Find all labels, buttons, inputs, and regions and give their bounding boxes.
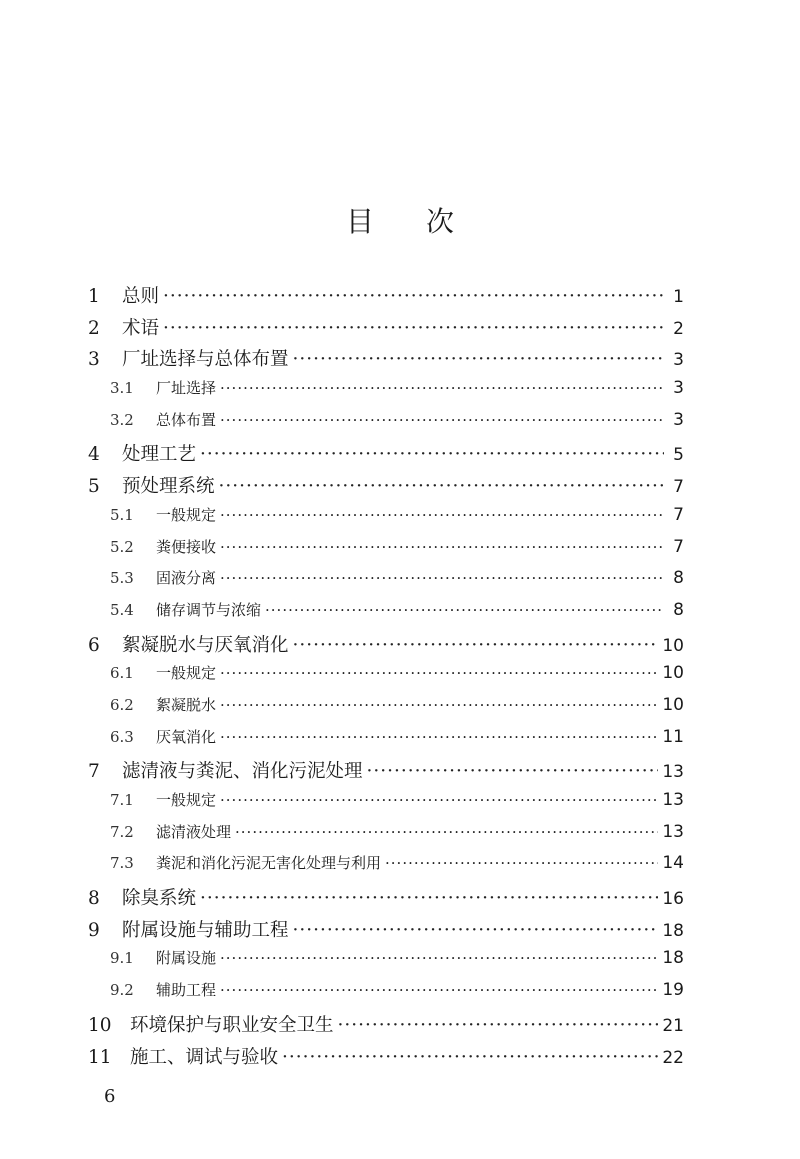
toc-dot-leader bbox=[235, 823, 658, 841]
toc-dot-leader bbox=[220, 411, 664, 429]
toc-dot-leader bbox=[293, 635, 659, 656]
toc-chapter-entry[interactable] bbox=[88, 884, 684, 916]
toc-section-entry[interactable] bbox=[88, 694, 684, 726]
toc-entry-page: 7 bbox=[673, 504, 684, 525]
toc-section-entry[interactable] bbox=[88, 504, 684, 536]
toc-entry-label: 厌氧消化 bbox=[156, 727, 217, 746]
toc-entry-page: 14 bbox=[662, 853, 684, 874]
toc-entry-number: 10 bbox=[88, 1014, 112, 1036]
toc-entry-label: 固液分离 bbox=[156, 569, 217, 588]
toc-section-entry[interactable] bbox=[88, 536, 684, 568]
toc-entry-label: 一般规定 bbox=[156, 505, 217, 524]
toc-entry-number: 7 bbox=[88, 761, 100, 783]
toc-entry-number: 4 bbox=[88, 444, 100, 466]
toc-dot-leader bbox=[219, 476, 664, 497]
toc-title bbox=[0, 200, 800, 240]
toc-entry-label: 粪便接收 bbox=[156, 537, 217, 556]
toc-dot-leader bbox=[163, 286, 664, 307]
toc-entry-page: 18 bbox=[662, 948, 684, 969]
toc-entry-page: 11 bbox=[662, 726, 684, 747]
toc-entry-number: 5 bbox=[88, 476, 100, 498]
toc-dot-leader bbox=[282, 1047, 658, 1068]
toc-chapter-entry[interactable] bbox=[88, 440, 684, 472]
toc-entry-label: 总体布置 bbox=[156, 410, 217, 429]
toc-entry-page: 5 bbox=[673, 445, 684, 466]
toc-entry-label: 储存调节与浓缩 bbox=[156, 600, 262, 619]
toc-entry-label: 环境保护与职业安全卫生 bbox=[130, 1014, 334, 1036]
toc-entry-label: 辅助工程 bbox=[156, 981, 217, 1000]
toc-entry-number: 7.2 bbox=[110, 822, 134, 841]
toc-entry-number: 6.2 bbox=[110, 695, 134, 714]
toc-entry-label: 术语 bbox=[122, 317, 160, 339]
toc-dot-leader bbox=[338, 1015, 659, 1036]
toc-section-entry[interactable] bbox=[88, 789, 684, 821]
toc-dot-leader bbox=[220, 664, 658, 682]
toc-entry-number: 5.4 bbox=[110, 600, 134, 619]
toc-entry-page: 3 bbox=[673, 409, 684, 430]
toc-entry-label: 滤清液与粪泥、消化污泥处理 bbox=[122, 761, 363, 783]
toc-chapter-entry[interactable] bbox=[88, 314, 684, 346]
toc-entry-label: 粪泥和消化污泥无害化处理与利用 bbox=[156, 854, 382, 873]
toc-entry-page: 16 bbox=[662, 889, 684, 910]
toc-dot-leader bbox=[220, 569, 664, 587]
toc-section-entry[interactable] bbox=[88, 726, 684, 758]
toc-entry-label: 一般规定 bbox=[156, 791, 217, 809]
toc-chapter-entry[interactable] bbox=[88, 916, 684, 948]
toc-entry-number: 11 bbox=[88, 1046, 112, 1068]
toc-entry-page: 3 bbox=[673, 350, 684, 371]
toc-entry-page: 10 bbox=[662, 635, 684, 656]
toc-section-entry[interactable] bbox=[88, 409, 684, 441]
toc-dot-leader bbox=[265, 601, 664, 619]
toc-entry-label: 絮凝脱水与厌氧消化 bbox=[122, 634, 289, 656]
toc-entry-number: 9.1 bbox=[110, 949, 134, 968]
toc-entry-label: 总则 bbox=[122, 286, 160, 307]
toc-dot-leader bbox=[200, 888, 658, 909]
toc-entry-number: 9.2 bbox=[110, 981, 134, 1000]
toc-entry-number: 1 bbox=[88, 286, 100, 307]
toc-entry-page: 2 bbox=[673, 318, 684, 339]
toc-entry-page: 18 bbox=[662, 920, 684, 941]
toc-entry-number: 8 bbox=[88, 888, 100, 910]
toc-entry-number: 6 bbox=[88, 634, 100, 656]
toc-entry-page: 10 bbox=[662, 663, 684, 684]
toc-section-entry[interactable] bbox=[88, 947, 684, 979]
toc-dot-leader bbox=[200, 444, 664, 465]
toc-entry-number: 2 bbox=[88, 317, 100, 339]
toc-chapter-entry[interactable] bbox=[88, 631, 684, 663]
toc-chapter-entry[interactable] bbox=[88, 757, 684, 789]
toc-chapter-entry[interactable] bbox=[88, 472, 684, 504]
toc-section-entry[interactable] bbox=[88, 567, 684, 599]
toc-section-entry[interactable] bbox=[88, 852, 684, 884]
toc-entry-page: 13 bbox=[662, 821, 684, 842]
toc-entry-page: 21 bbox=[662, 1015, 684, 1036]
toc-entry-page: 10 bbox=[662, 694, 684, 715]
toc-section-entry[interactable] bbox=[88, 821, 684, 853]
toc-chapter-entry[interactable] bbox=[88, 282, 684, 314]
toc-entry-label: 除臭系统 bbox=[122, 888, 197, 910]
toc-entry-page: 7 bbox=[673, 477, 684, 498]
toc-entry-number: 3.2 bbox=[110, 410, 134, 429]
toc-entry-label: 一般规定 bbox=[156, 664, 217, 683]
toc-section-entry[interactable] bbox=[88, 662, 684, 694]
toc-section-entry[interactable] bbox=[88, 377, 684, 409]
toc-section-entry[interactable] bbox=[88, 979, 684, 1011]
toc-entry-label: 厂址选择 bbox=[156, 379, 217, 398]
toc-dot-leader bbox=[220, 728, 658, 746]
toc-title-char-1: 目 bbox=[345, 205, 374, 238]
toc-entry-number: 9 bbox=[88, 919, 100, 941]
toc-entry-label: 滤清液处理 bbox=[156, 822, 232, 841]
toc-entry-number: 6.1 bbox=[110, 664, 134, 683]
toc-entry-number: 3.1 bbox=[110, 379, 134, 398]
toc-entry-number: 6.3 bbox=[110, 727, 134, 746]
toc-chapter-entry[interactable] bbox=[88, 1043, 684, 1075]
toc-entry-page: 3 bbox=[673, 378, 684, 399]
toc-dot-leader bbox=[220, 538, 664, 556]
toc-dot-leader bbox=[220, 379, 664, 397]
toc-chapter-entry[interactable] bbox=[88, 345, 684, 377]
toc-dot-leader bbox=[385, 854, 658, 872]
toc-entry-label: 絮凝脱水 bbox=[156, 695, 217, 714]
toc-entry-page: 8 bbox=[673, 568, 684, 589]
toc-entry-number: 3 bbox=[88, 349, 100, 371]
toc-entry-label: 处理工艺 bbox=[122, 444, 197, 466]
toc-dot-leader bbox=[163, 318, 664, 339]
toc-dot-leader bbox=[220, 696, 658, 714]
toc-title-char-2: 次 bbox=[426, 205, 455, 238]
toc-entry-page: 22 bbox=[662, 1047, 684, 1068]
toc-entry-number: 7.1 bbox=[110, 791, 134, 809]
toc-entry-page: 13 bbox=[662, 790, 684, 810]
toc-dot-leader bbox=[293, 920, 659, 941]
toc-entry-page: 1 bbox=[673, 287, 684, 307]
toc-chapter-entry[interactable] bbox=[88, 1011, 684, 1043]
toc-dot-leader bbox=[293, 349, 664, 370]
toc-entry-label: 预处理系统 bbox=[122, 476, 215, 498]
toc-entry-number: 7.3 bbox=[110, 854, 134, 873]
toc-dot-leader bbox=[220, 981, 658, 999]
toc-entry-label: 附属设施与辅助工程 bbox=[122, 919, 289, 941]
toc-entry-page: 19 bbox=[662, 980, 684, 1001]
toc-entry-page: 7 bbox=[673, 536, 684, 557]
toc-entry-label: 厂址选择与总体布置 bbox=[122, 349, 289, 371]
page-number: 6 bbox=[104, 1086, 116, 1107]
toc-dot-leader bbox=[220, 506, 664, 524]
toc-dot-leader bbox=[367, 761, 659, 782]
toc-entry-page: 8 bbox=[673, 599, 684, 620]
toc-entry-number: 5.1 bbox=[110, 505, 134, 524]
toc-dot-leader bbox=[220, 791, 658, 809]
toc-section-entry[interactable] bbox=[88, 599, 684, 631]
toc-entry-number: 5.2 bbox=[110, 537, 134, 556]
toc-entry-label: 附属设施 bbox=[156, 949, 217, 968]
toc-entry-label: 施工、调试与验收 bbox=[130, 1046, 279, 1068]
table-of-contents bbox=[88, 282, 684, 1074]
toc-entry-number: 5.3 bbox=[110, 569, 134, 588]
toc-entry-page: 13 bbox=[662, 762, 684, 783]
toc-dot-leader bbox=[220, 949, 658, 967]
